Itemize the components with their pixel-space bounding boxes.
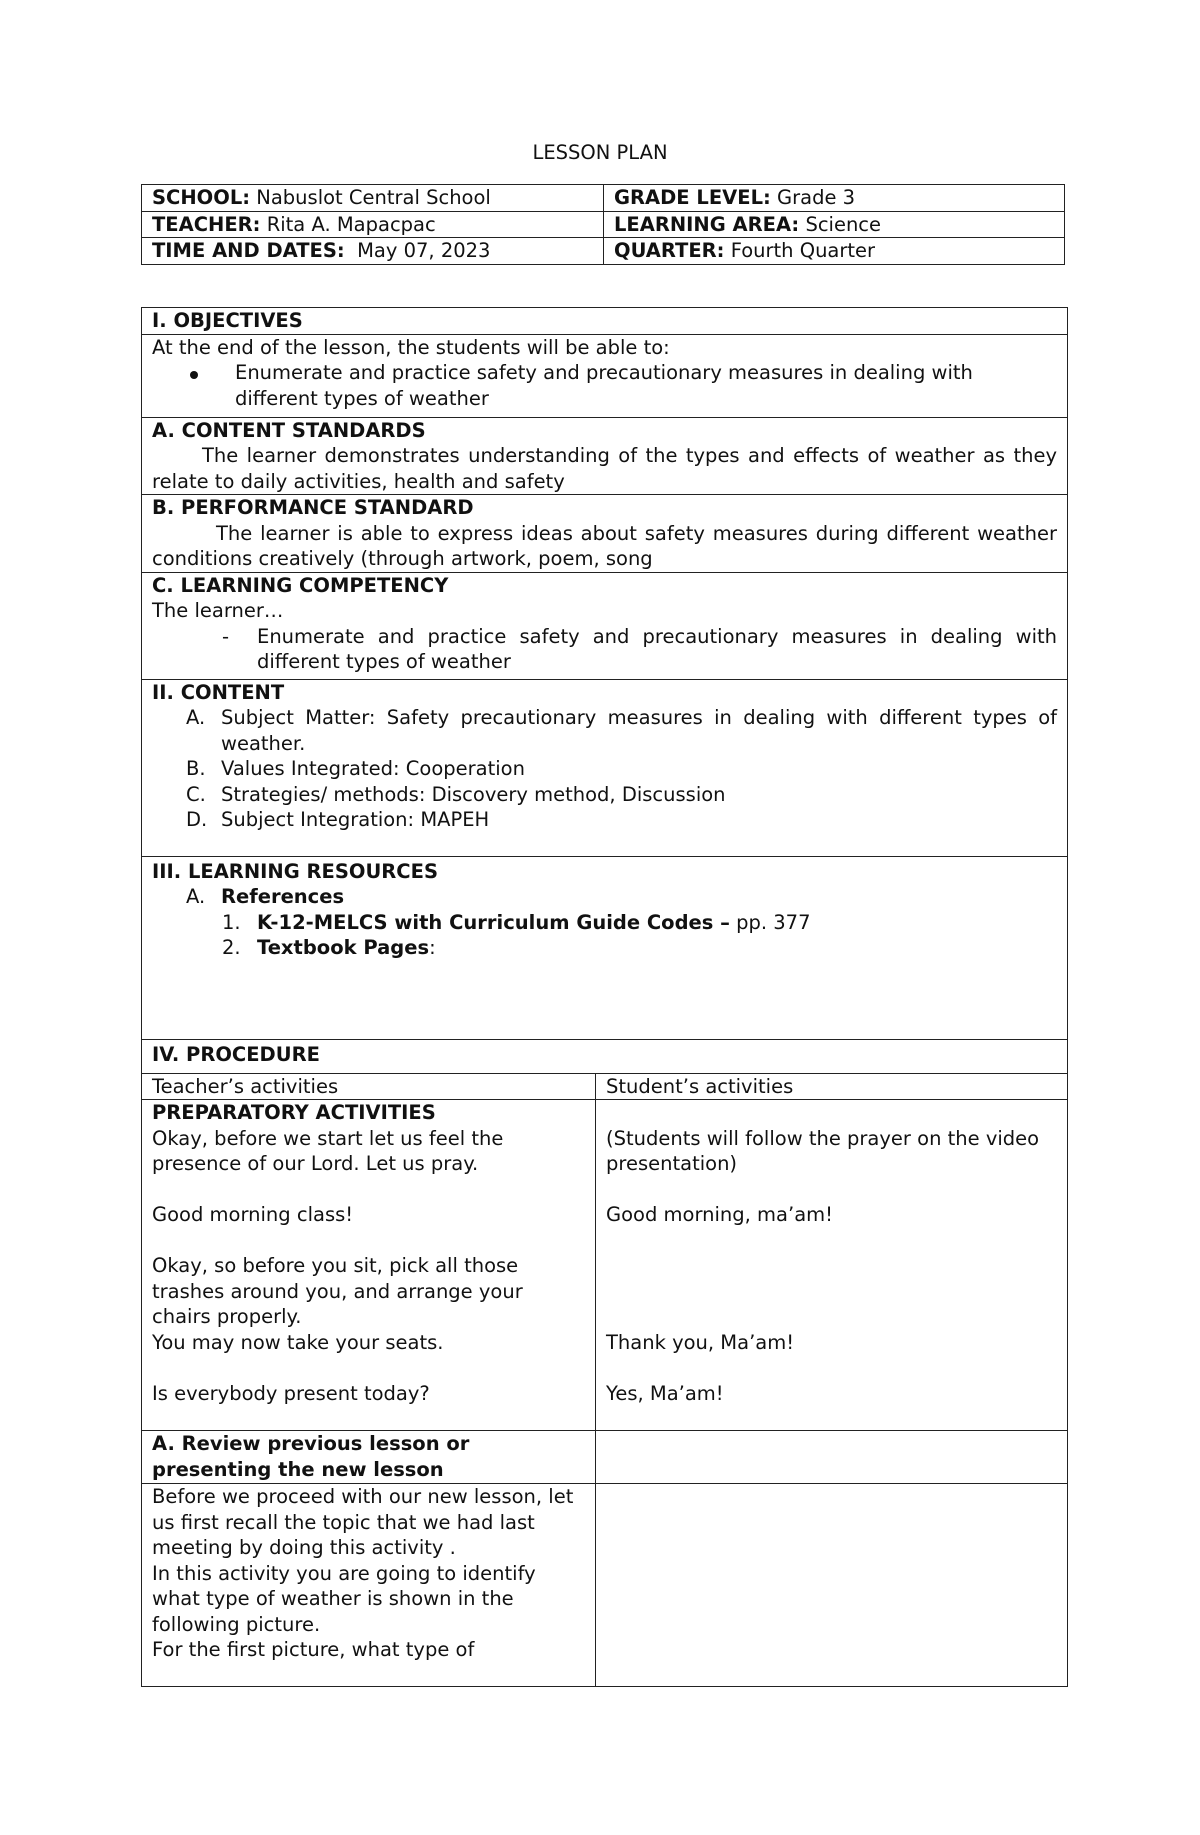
grade-level-cell: GRADE LEVEL: Grade 3 — [604, 185, 1065, 212]
school-cell: SCHOOL: Nabuslot Central School — [142, 185, 604, 212]
performance-standard-cell: B. PERFORMANCE STANDARD The learner is able to express ideas about safety measures during different weather conditions creatively (through artwork, poem, song — [142, 495, 1068, 573]
student-preparatory-cell: (Students will follow the prayer on the video presentation) Good morning, ma’am! Thank you, Ma’am! Yes, Ma’am! — [596, 1100, 1068, 1431]
info-table — [141, 184, 1065, 265]
quarter-cell: QUARTER: Fourth Quarter — [604, 238, 1065, 265]
objectives-heading-cell: I. OBJECTIVES — [142, 308, 1068, 335]
content-standards-cell: A. CONTENT STANDARDS The learner demonstrates understanding of the types and effects of weather as they relate to daily activities, health and safety — [142, 417, 1068, 495]
content-cell: II. CONTENT A. Subject Matter: Safety precautionary measures in dealing with different types of weather. B. Values Integrated: Cooperation C. Strategies/ methods: Discovery method, Discussion D. Subject Integration: MAPEH — [142, 679, 1068, 856]
learning-competency-cell: C. LEARNING COMPETENCY The learner… - Enumerate and practice safety and precautionary measures in dealing with different types of weather — [142, 572, 1068, 679]
procedure-heading-cell: IV. PROCEDURE — [142, 1039, 1068, 1073]
review-teacher-cell: Before we proceed with our new lesson, let us first recall the topic that we had last meeting by doing this activity . In this activity you are going to identify what type of weather is shown in the following picture. For the first picture, what type of — [142, 1484, 596, 1687]
review-heading-cell: A. Review previous lesson or presenting the new lesson — [142, 1431, 596, 1484]
list-item: D. Subject Integration: MAPEH — [186, 808, 490, 831]
objectives-cell: At the end of the lesson, the students will be able to: Enumerate and practice safety and precautionary measures in dealing with different types of weather — [142, 334, 1068, 417]
content-list — [152, 705, 1057, 833]
lesson-table — [141, 307, 1068, 1687]
teacher-preparatory-cell: PREPARATORY ACTIVITIES Okay, before we start let us feel the presence of our Lord. Let us pray. Good morning class! Okay, so before you sit, pick all those trashes around you, and arrange your chairs properly. You may now take your seats. Is everybody present today? — [142, 1100, 596, 1431]
learning-resources-cell: III. LEARNING RESOURCES A. References 1. K-12-MELCS with Curriculum Guide Codes – pp. 377 2. Textbook Pages: — [142, 856, 1068, 1039]
page-title: LESSON PLAN — [532, 141, 668, 164]
bullet-icon — [152, 360, 235, 411]
review-student-cell — [596, 1431, 1068, 1484]
list-item: C. Strategies/ methods: Discovery method, Discussion — [186, 782, 726, 806]
performance-standard-text: The learner is able to express ideas about safety measures during different weather conditions creatively (through artwork, poem, song — [152, 521, 1058, 570]
list-item: A. Subject Matter: Safety precautionary measures in dealing with different types of weather. — [186, 706, 1058, 755]
list-item: B. Values Integrated: Cooperation — [186, 757, 525, 780]
time-dates-cell: TIME AND DATES: May 07, 2023 — [142, 238, 604, 265]
student-column-header: Student’s activities — [596, 1073, 1068, 1100]
content-standards-text: The learner demonstrates understanding of the types and effects of weather as they relate to daily activities, health and safety — [152, 444, 1058, 493]
teacher-cell: TEACHER: Rita A. Mapacpac — [142, 211, 604, 238]
learning-area-cell: LEARNING AREA: Science — [604, 211, 1065, 238]
review-student-response-cell — [596, 1484, 1068, 1687]
objective-bullet-text: Enumerate and practice safety and precautionary measures in dealing with different types of weather — [235, 361, 973, 410]
teacher-column-header: Teacher’s activities — [142, 1073, 596, 1100]
